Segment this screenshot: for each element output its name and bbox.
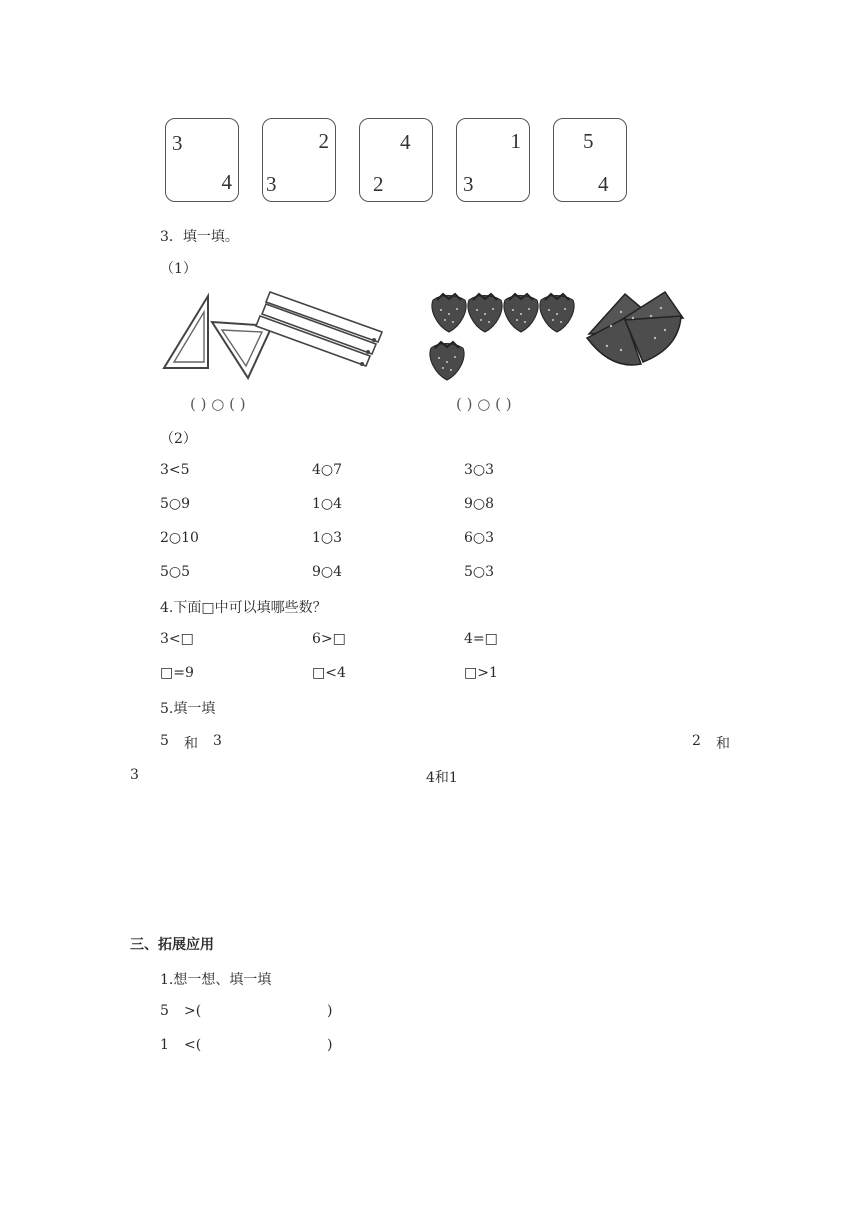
card-bottom-number: 3: [266, 172, 277, 196]
extend-line1-operator: >(: [184, 1003, 202, 1019]
number-card-5: [553, 118, 627, 202]
q3-row2-a: 5○9: [160, 496, 191, 512]
q3-row3-b: 1○3: [312, 530, 343, 546]
section3-heading: 三、拓展应用: [130, 937, 214, 953]
extend-line1-number: 5: [160, 1003, 169, 1019]
q3-row4-c: 5○3: [464, 564, 495, 580]
strawberries-watermelon-illustration: [425, 286, 690, 382]
card-top-number: 2: [318, 129, 329, 153]
card-top-number: 4: [400, 130, 411, 154]
section3-q1-title: 1.想一想、填一填: [160, 972, 272, 988]
q5-title: 5.填一填: [160, 701, 216, 717]
q3-part2-label: （2）: [160, 431, 197, 447]
number-card-3: [359, 118, 433, 202]
extend-line2-blank[interactable]: [200, 1037, 324, 1055]
card-top-number: 3: [172, 131, 183, 155]
q3-row2-b: 1○4: [312, 496, 343, 512]
q3-row1-b: 4○7: [312, 462, 343, 478]
q4-row2-a: □=9: [160, 665, 194, 681]
q5-item2-b: 3: [130, 767, 139, 783]
card-bottom-number: 2: [373, 172, 384, 196]
extend-line2-operator: <(: [184, 1037, 202, 1053]
q3-part1-label: （1）: [160, 261, 197, 277]
q4-row1-b: 6>□: [312, 631, 346, 647]
q3-title: 3．填一填。: [160, 229, 239, 245]
card-top-number: 1: [510, 129, 521, 153]
number-card-1: [165, 118, 239, 202]
extend-line1-close: ): [327, 1003, 333, 1019]
q3-row1-a: 3<5: [160, 462, 190, 478]
card-bottom-number: 3: [463, 172, 474, 196]
q3-row1-c: 3○3: [464, 462, 495, 478]
q3-answer-blank-right[interactable]: ( ) ○ ( ): [456, 395, 512, 413]
q4-row1-c: 4=□: [464, 631, 498, 647]
number-card-2: [262, 118, 336, 202]
q5-item3: 4和1: [426, 770, 458, 786]
q3-row2-c: 9○8: [464, 496, 495, 512]
q4-row2-c: □>1: [464, 665, 498, 681]
extend-line2-close: ): [327, 1037, 333, 1053]
card-bottom-number: 4: [598, 172, 609, 196]
number-card-4: [456, 118, 530, 202]
q5-item1-a: 5: [160, 733, 169, 749]
q5-item2-a: 2: [692, 733, 701, 749]
q5-item1-he: 和: [184, 736, 198, 752]
q5-item1-b: 3: [213, 733, 222, 749]
card-top-number: 5: [583, 129, 594, 153]
triangles-rulers-illustration: [160, 288, 390, 382]
q3-row4-a: 5○5: [160, 564, 191, 580]
q3-row3-a: 2○10: [160, 530, 199, 546]
q3-row4-b: 9○4: [312, 564, 343, 580]
q4-title: 4.下面□中可以填哪些数？: [160, 600, 327, 616]
q5-item2-he: 和: [716, 736, 730, 752]
extend-line2-number: 1: [160, 1037, 169, 1053]
q4-row1-a: 3<□: [160, 631, 194, 647]
q3-answer-blank-left[interactable]: ( ) ○ ( ): [190, 395, 246, 413]
card-bottom-number: 4: [221, 170, 232, 194]
q4-row2-b: □<4: [312, 665, 346, 681]
extend-line1-blank[interactable]: [200, 1003, 324, 1021]
q3-row3-c: 6○3: [464, 530, 495, 546]
